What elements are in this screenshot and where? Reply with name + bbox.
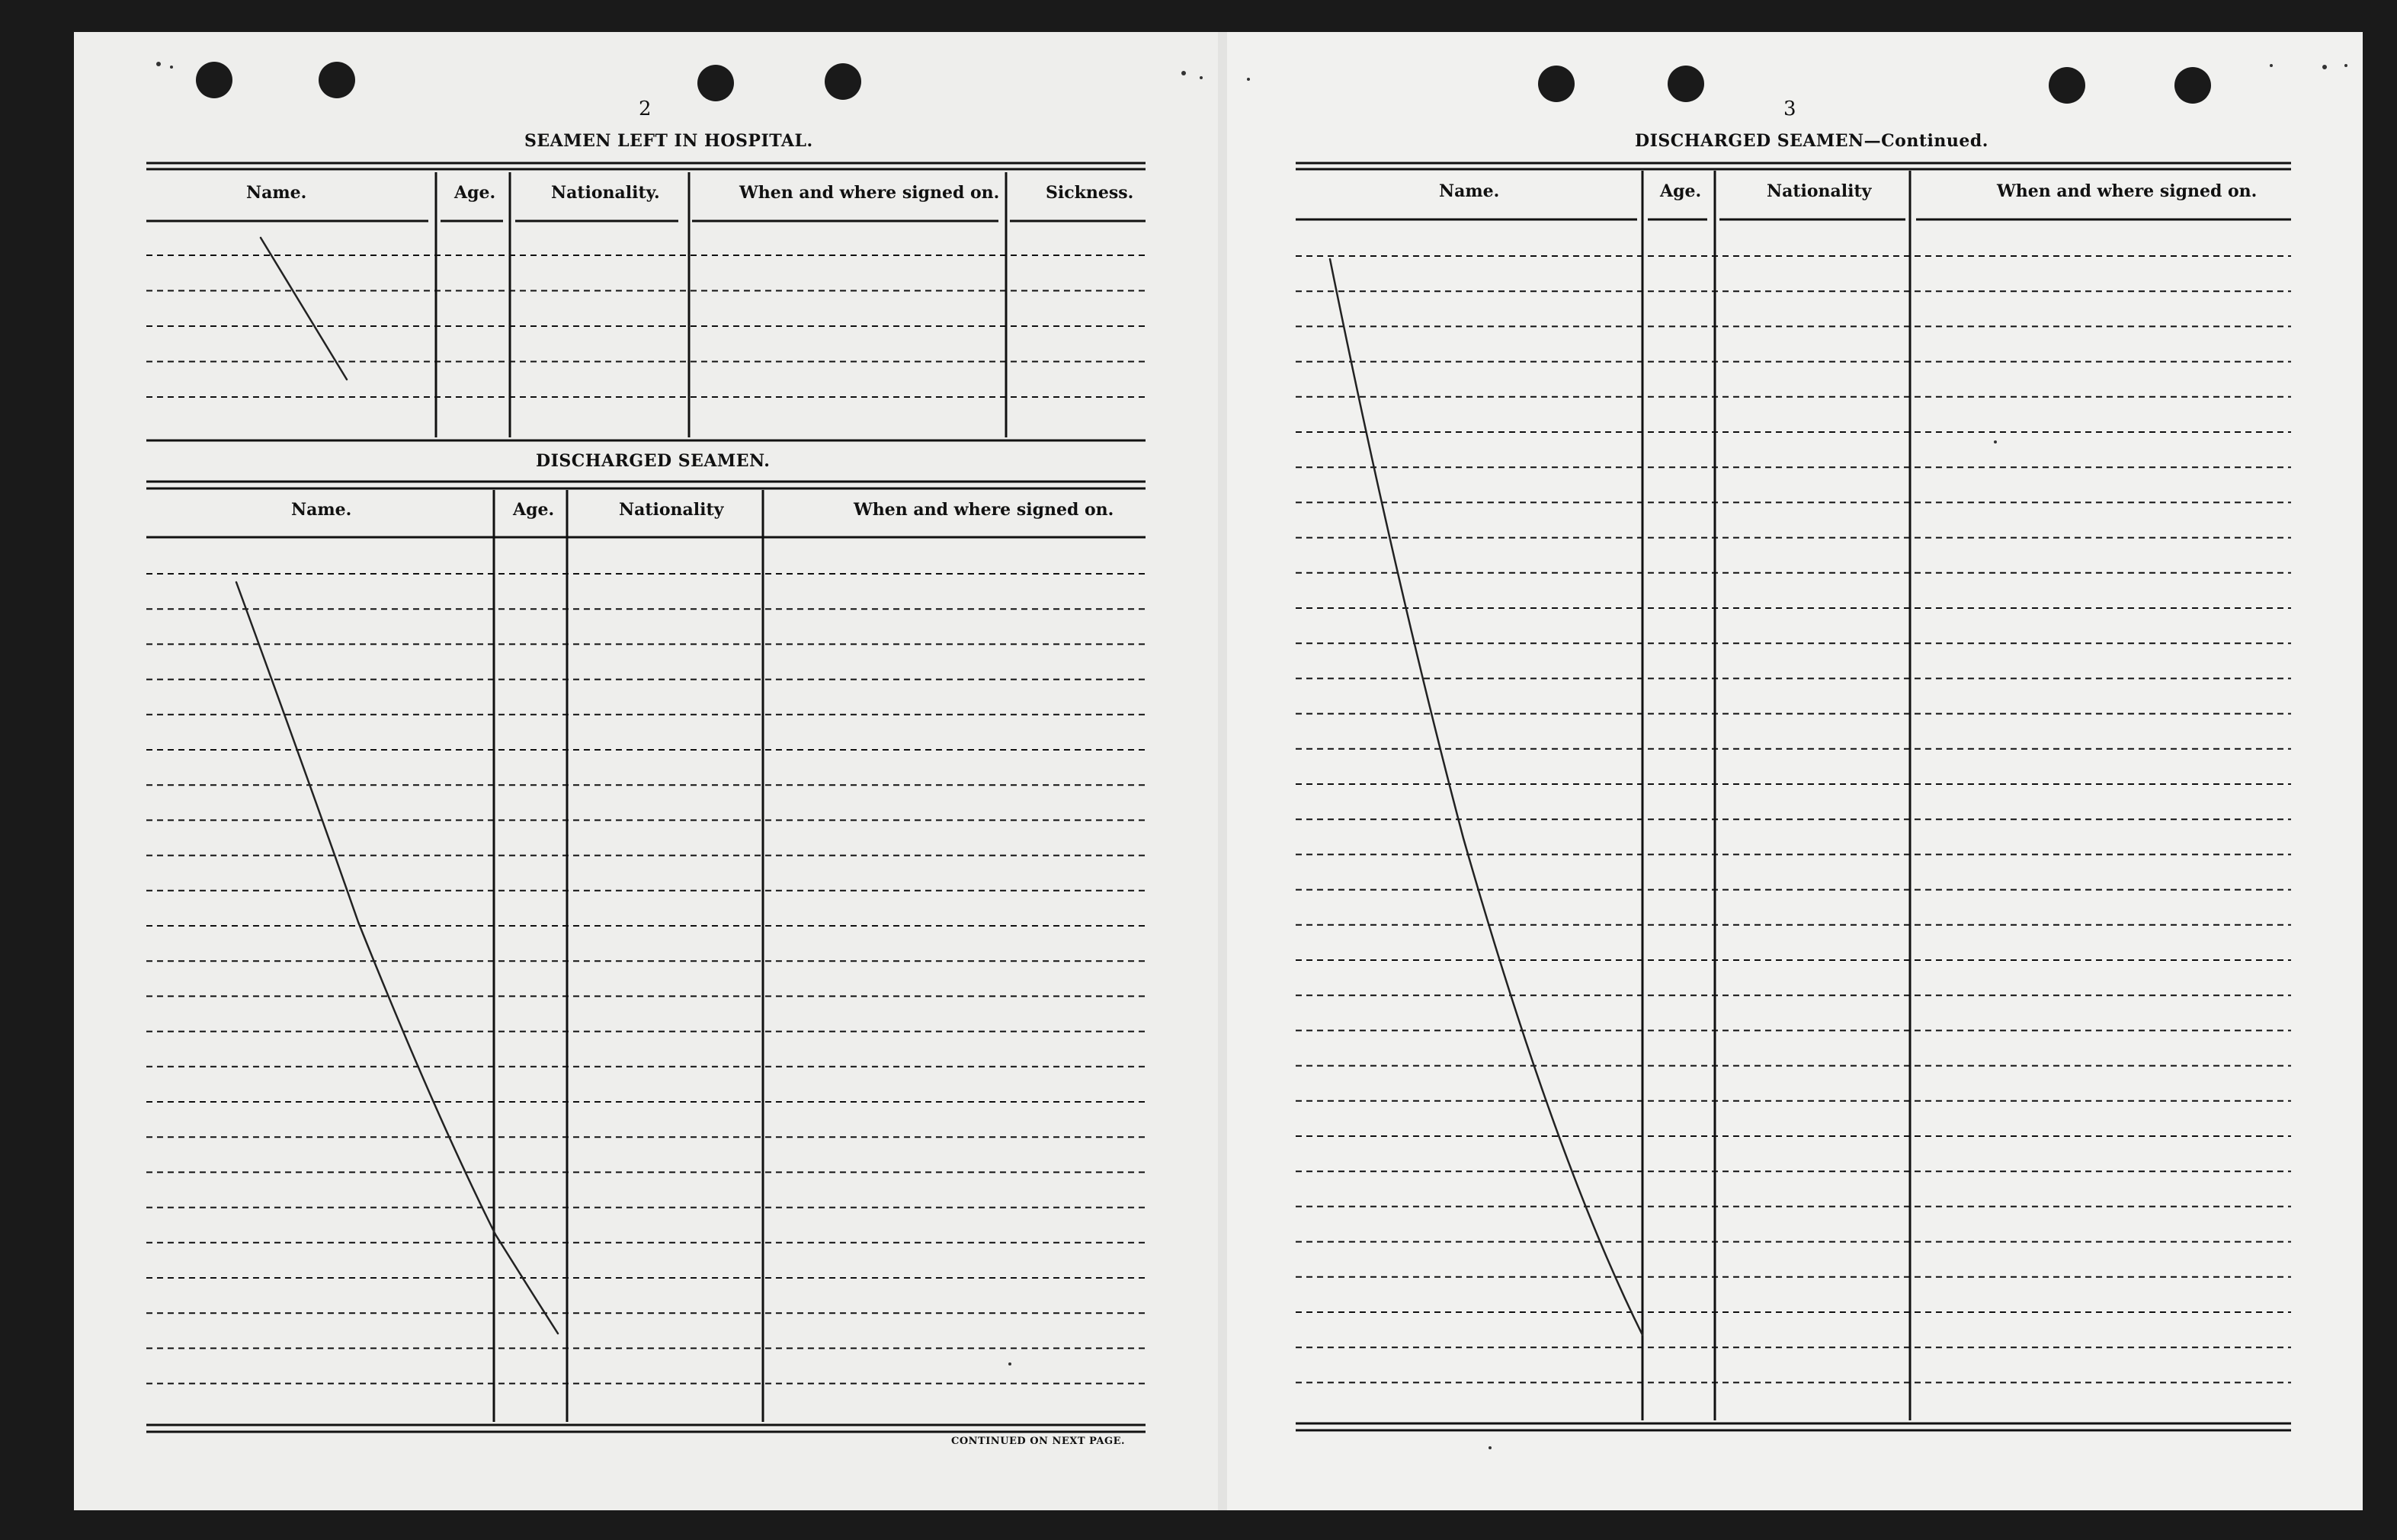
discharged-col-nationality-left: Nationality: [619, 500, 724, 520]
binder-hole: [697, 65, 734, 101]
hospital-col-name: Name.: [246, 183, 307, 203]
right-page-paper: [1222, 32, 2363, 1510]
hospital-section-title: SEAMEN LEFT IN HOSPITAL.: [524, 131, 813, 151]
discharged-col-age-left: Age.: [513, 500, 555, 520]
discharged-col-age-right: Age.: [1660, 181, 1702, 201]
discharged-col-name-left: Name.: [291, 500, 352, 520]
right-section-title-continued: —Continued.: [1863, 131, 1988, 151]
discharged-col-name-right: Name.: [1439, 181, 1500, 201]
left-page-paper: [74, 32, 1225, 1510]
right-page-number: 3: [1783, 98, 1796, 120]
discharged-col-nationality-right: Nationality: [1767, 181, 1872, 201]
hospital-col-age: Age.: [454, 183, 496, 203]
binder-hole: [825, 63, 861, 100]
right-section-title-main: DISCHARGED SEAMEN: [1635, 131, 1864, 151]
discharged-col-signed-on-left: When and where signed on.: [854, 500, 1114, 520]
hospital-col-sickness: Sickness.: [1046, 183, 1134, 203]
hospital-col-nationality: Nationality.: [551, 183, 660, 203]
binder-hole: [319, 62, 355, 98]
hospital-col-signed-on: When and where signed on.: [739, 183, 1000, 203]
discharged-col-signed-on-right: When and where signed on.: [1997, 181, 2258, 201]
right-section-title: [1635, 131, 1988, 151]
binder-hole: [1538, 66, 1575, 102]
continued-note: CONTINUED ON NEXT PAGE.: [951, 1436, 1125, 1447]
discharged-section-title: DISCHARGED SEAMEN.: [536, 451, 771, 471]
binder-hole: [1668, 66, 1704, 102]
left-page-number: 2: [639, 98, 652, 120]
binder-hole: [2049, 67, 2085, 104]
binder-hole: [2174, 67, 2211, 104]
binder-hole: [196, 62, 232, 98]
page-fold: [1218, 32, 1227, 1510]
